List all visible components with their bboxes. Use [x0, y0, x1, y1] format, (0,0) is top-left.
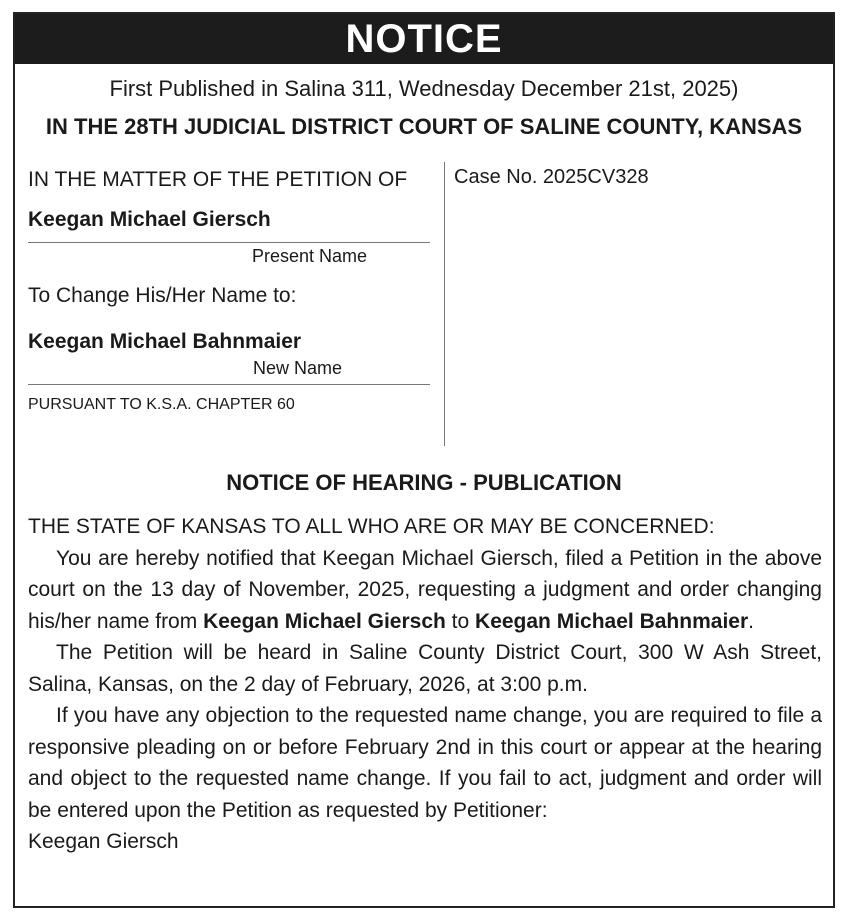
new-name-rule	[28, 384, 430, 385]
petitioner-name: Keegan Giersch	[28, 830, 179, 853]
to-name: Keegan Michael Bahnmaier	[475, 609, 749, 633]
paragraph-1: You are hereby notified that Keegan Michael Giersch, filed a Petition in the above court on the 13 day of November, 2025, requesting a judgment and order changing his/her name from Keegan Michael Giersch to Keegan Michael Bahnmaier.	[28, 546, 822, 633]
present-name: Keegan Michael Giersch	[28, 208, 271, 231]
notice-frame	[13, 12, 835, 908]
paragraph-3: If you have any objection to the requested name change, you are required to file a responsive pleading on or before February 2nd in this court or appear at the hearing and object to the requested name change. If you fail to act, judgment and order will be entered upon the Petition as requested by Petitioner:	[28, 704, 822, 822]
new-name-caption: New Name	[253, 358, 343, 378]
paragraph-2: The Petition will be heard in Saline County District Court, 300 W Ash Street, Salina, Kansas, on the 2 day of February, 2026, at 3:00 p.m.	[28, 641, 822, 696]
change-label: To Change His/Her Name to:	[28, 284, 297, 307]
present-name-caption: Present Name	[252, 246, 368, 266]
new-name: Keegan Michael Bahnmaier	[28, 330, 302, 353]
salutation: THE STATE OF KANSAS TO ALL WHO ARE OR MAY BE CONCERNED:	[28, 515, 715, 538]
notice-body	[28, 511, 822, 858]
present-name-rule	[28, 242, 430, 243]
court-heading: IN THE 28TH JUDICIAL DISTRICT COURT OF SALINE COUNTY, KANSAS	[45, 114, 803, 139]
statute-label: PURSUANT TO K.S.A. CHAPTER 60	[28, 396, 295, 413]
notice-banner: NOTICE	[15, 14, 833, 64]
caption-divider	[444, 162, 445, 446]
hearing-title: NOTICE OF HEARING - PUBLICATION	[226, 470, 622, 495]
from-name: Keegan Michael Giersch	[203, 609, 446, 633]
publication-line: First Published in Salina 311, Wednesday December 21st, 2025)	[109, 76, 739, 101]
matter-label: IN THE MATTER OF THE PETITION OF	[28, 168, 408, 191]
case-number: Case No. 2025CV328	[454, 166, 649, 188]
